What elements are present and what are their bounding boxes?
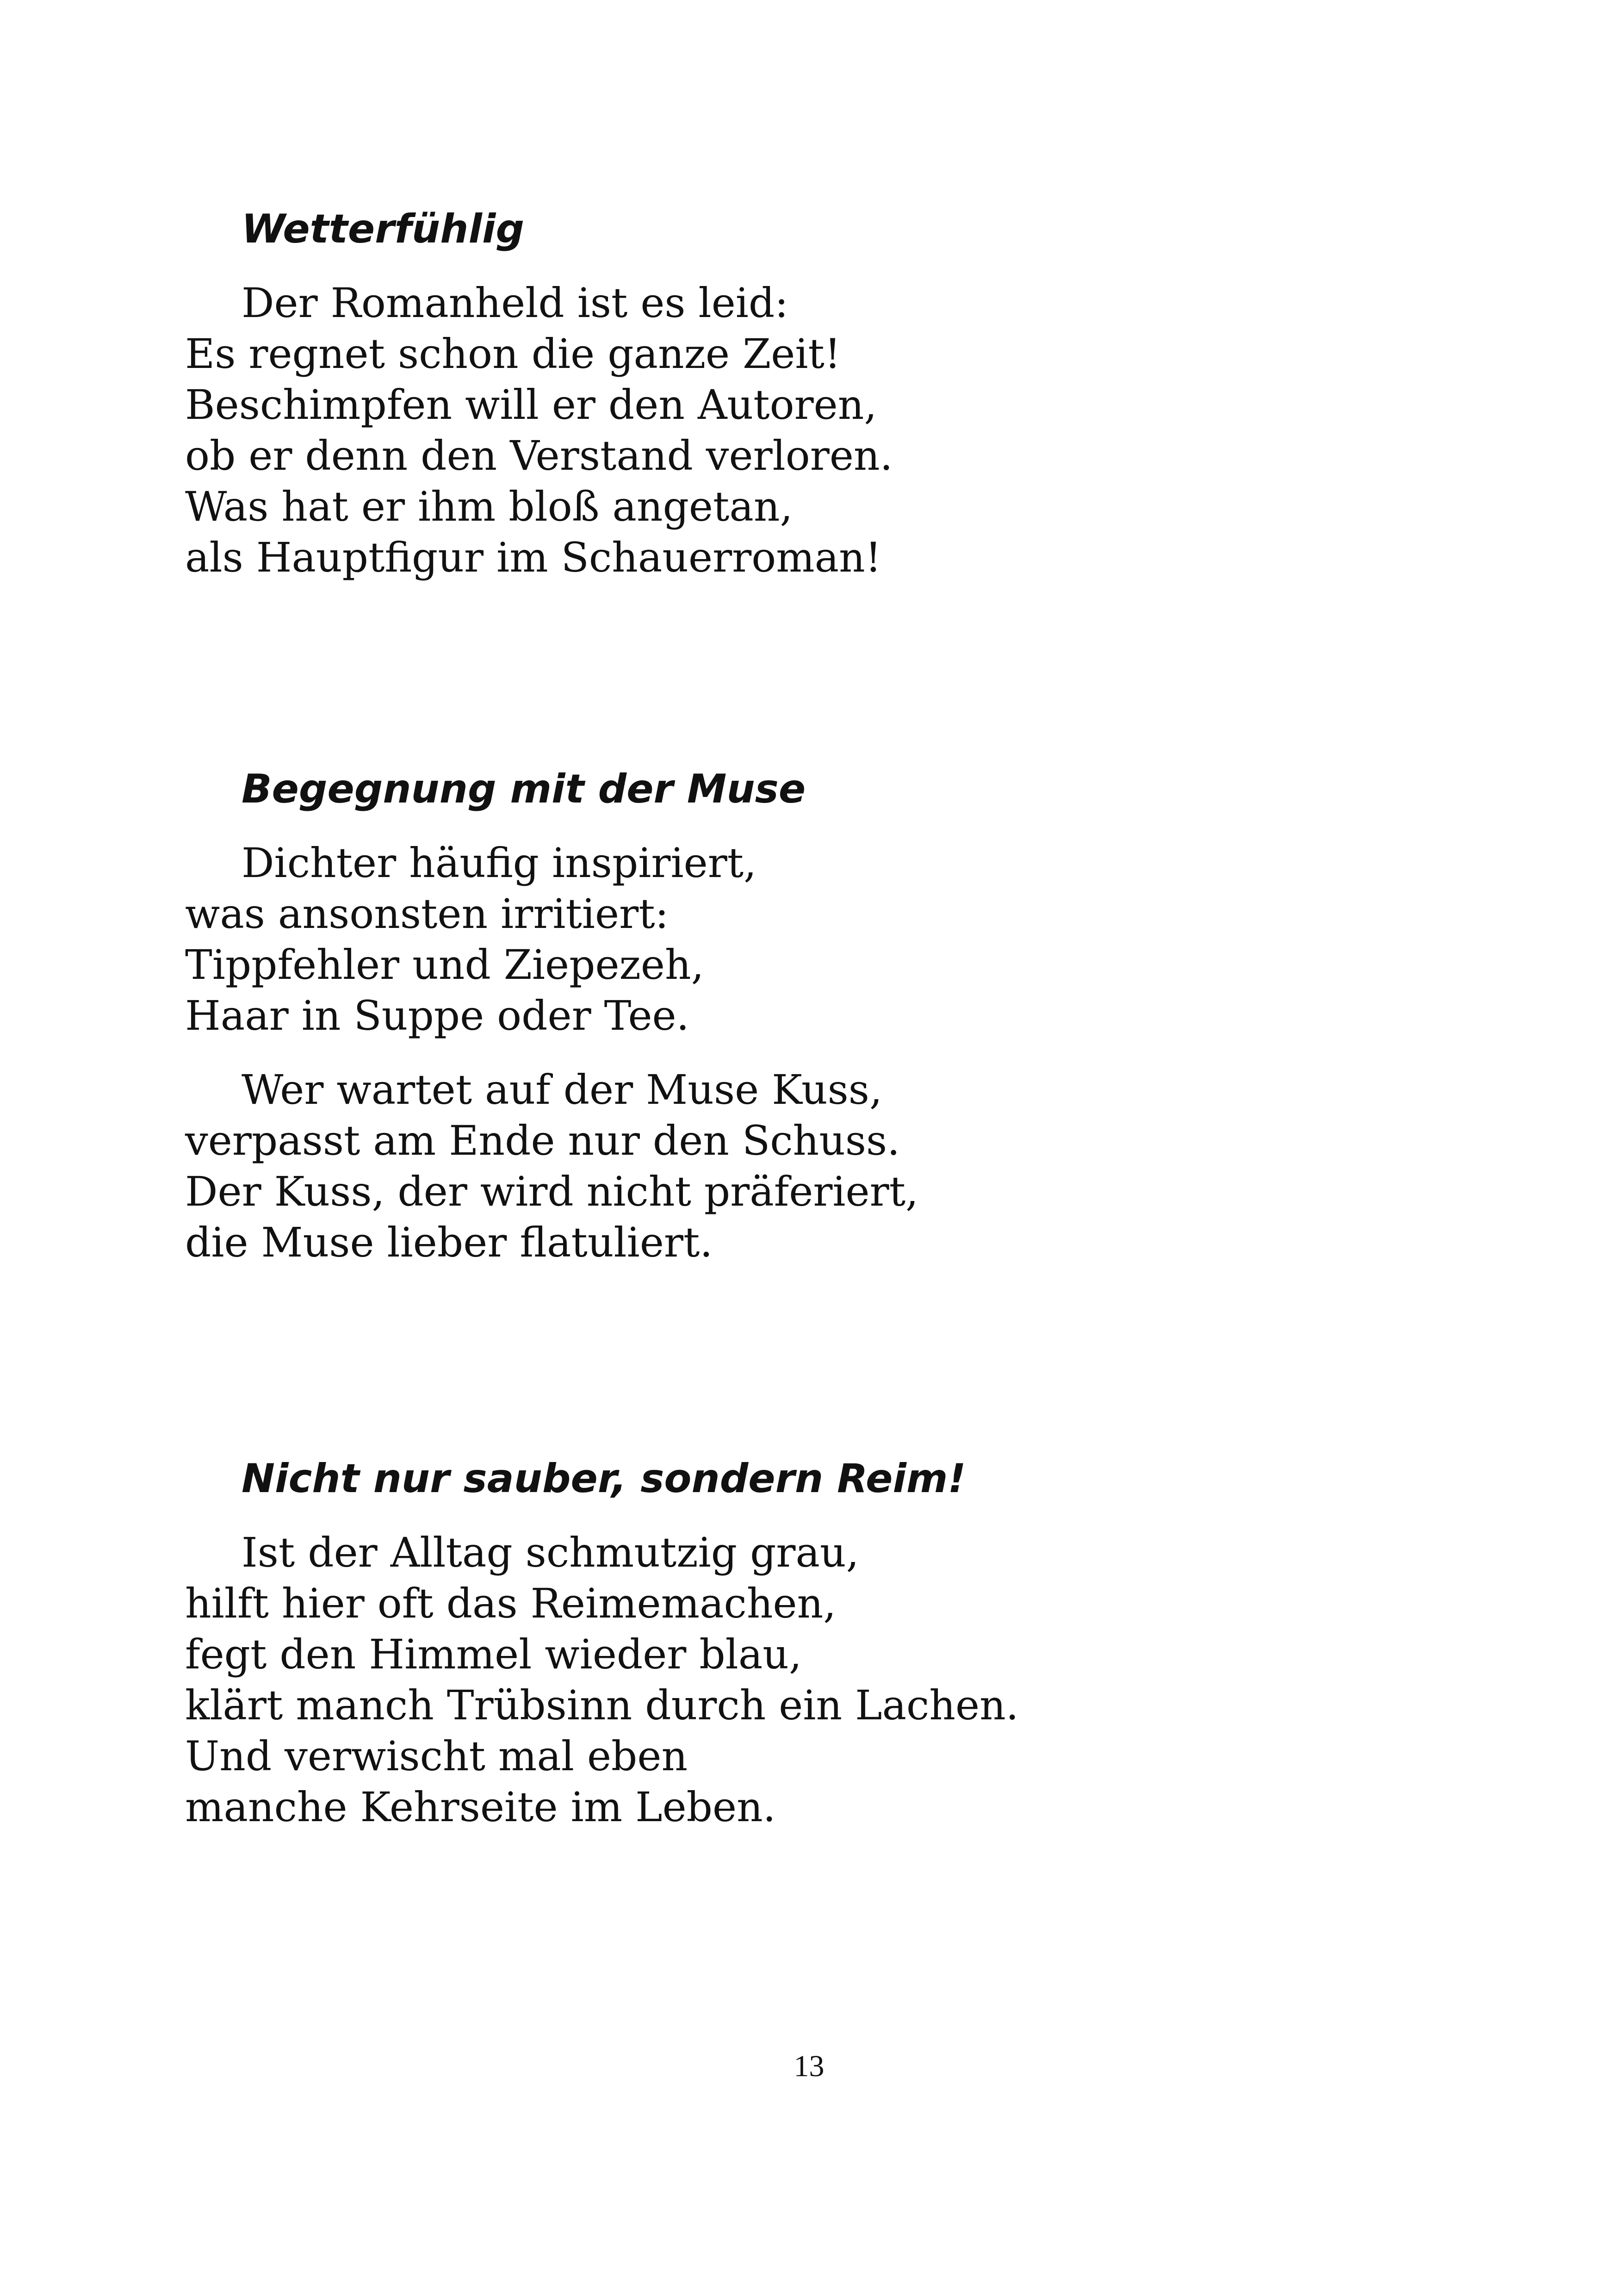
- poem-wetterfuehlig: [185, 204, 1527, 606]
- verse-line: verpasst am Ende nur den Schuss.: [185, 1117, 900, 1164]
- verse-line: Wer wartet auf der Muse Kuss,: [242, 1066, 882, 1114]
- stanza: [185, 838, 1527, 1041]
- verse-line: hilft hier oft das Reimemachen,: [185, 1580, 837, 1627]
- verse-line: Und verwischt mal eben: [185, 1732, 688, 1780]
- poem-title: Nicht nur sauber, sondern Reim!: [242, 1456, 966, 1502]
- verse-line: Beschimpfen will er den Autoren,: [185, 381, 877, 429]
- verse-line: Was hat er ihm bloß angetan,: [185, 483, 793, 530]
- poem-title: Wetterfühlig: [242, 206, 525, 252]
- stanza: [185, 278, 1527, 583]
- verse-line: Dichter häufig inspiriert,: [242, 839, 757, 887]
- verse-line: die Muse lieber flatuliert.: [185, 1219, 713, 1266]
- verse-line: Der Romanheld ist es leid:: [242, 279, 788, 327]
- verse-line: Der Kuss, der wird nicht präferiert,: [185, 1168, 919, 1215]
- verse-line: manche Kehrseite im Leben.: [185, 1783, 776, 1831]
- verse-line: Tippfehler und Ziepezeh,: [185, 941, 704, 989]
- verse-line: Ist der Alltag schmutzig grau,: [242, 1529, 859, 1576]
- page-number: 13: [794, 2049, 824, 2083]
- stanza: [185, 1527, 1527, 1833]
- verse-line: was ansonsten irritiert:: [185, 890, 669, 938]
- verse-line: Haar in Suppe oder Tee.: [185, 992, 689, 1039]
- verse-line: ob er denn den Verstand verloren.: [185, 432, 893, 479]
- poem-title: Begegnung mit der Muse: [242, 766, 806, 812]
- poem-nicht-nur-sauber: [185, 1453, 1527, 1856]
- stanza: [185, 1064, 1527, 1268]
- verse-line: klärt manch Trübsinn durch ein Lachen.: [185, 1681, 1019, 1729]
- verse-line: als Hauptfigur im Schauerroman!: [185, 534, 882, 581]
- verse-line: Es regnet schon die ganze Zeit!: [185, 330, 841, 378]
- poem-begegnung-mit-der-muse: [185, 764, 1527, 1291]
- verse-line: fegt den Himmel wieder blau,: [185, 1630, 802, 1678]
